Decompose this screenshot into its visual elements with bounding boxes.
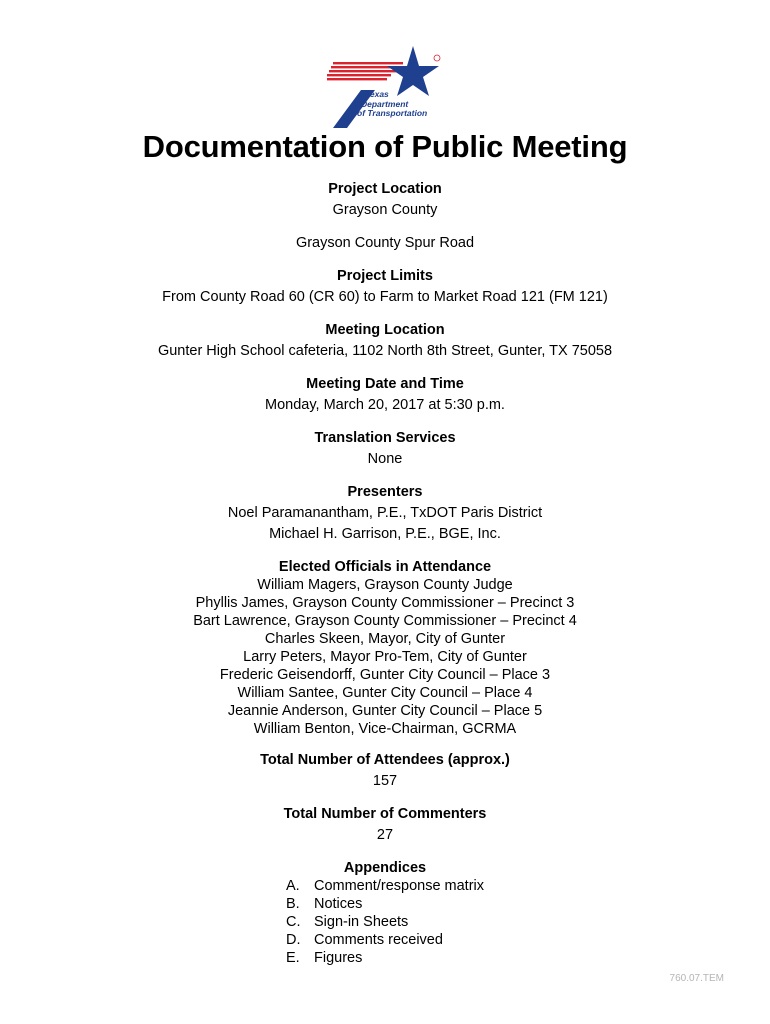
appendix-letter: D. (285, 932, 301, 948)
officials-section (0, 558, 770, 738)
official-item: Jeannie Anderson, Gunter City Council – Place 5 (227, 703, 543, 719)
list-item (286, 949, 484, 967)
appendix-letter: C. (285, 914, 301, 930)
list-item (286, 877, 484, 895)
project-location-county: Grayson County (332, 202, 438, 218)
list-item (286, 913, 484, 931)
attendees-heading: Total Number of Attendees (approx.) (260, 752, 510, 768)
commenters-section (0, 805, 770, 844)
attendees-section (0, 751, 770, 790)
presenters-section (0, 483, 770, 543)
translation-value: None (367, 451, 403, 467)
logo-line-3: of Transportation (357, 108, 428, 118)
list-item (286, 931, 484, 949)
official-item: William Santee, Gunter City Council – Place 4 (237, 685, 533, 701)
official-item: William Benton, Vice-Chairman, GCRMA (253, 721, 517, 737)
project-limits-section (0, 267, 770, 306)
official-item: Frederic Geisendorff, Gunter City Council – Place 3 (219, 667, 551, 683)
logo-line-2: Department (361, 98, 409, 109)
presenter-item: Noel Paramanantham, P.E., TxDOT Paris District (227, 505, 543, 521)
appendix-letter: A. (285, 878, 300, 894)
official-item: Bart Lawrence, Grayson County Commissioner – Precinct 4 (193, 613, 577, 629)
official-item: Charles Skeen, Mayor, City of Gunter (264, 631, 506, 647)
appendix-label: Sign-in Sheets (313, 914, 409, 930)
project-location-road: Grayson County Spur Road (295, 235, 475, 251)
page-title: Documentation of Public Meeting (142, 129, 628, 164)
appendix-letter: E. (285, 950, 300, 966)
meeting-location-value: Gunter High School cafeteria, 1102 North 8th Street, Gunter, TX 75058 (157, 343, 613, 359)
official-item: Larry Peters, Mayor Pro-Tem, City of Gunter (243, 649, 527, 665)
txdot-logo-text (357, 90, 439, 119)
project-limits-value: From County Road 60 (CR 60) to Farm to Market Road 121 (FM 121) (162, 289, 608, 305)
appendix-label: Comment/response matrix (313, 878, 485, 894)
appendix-label: Comments received (313, 932, 443, 948)
appendices-heading: Appendices (343, 860, 427, 876)
project-location-section (0, 180, 770, 252)
commenters-value: 27 (376, 827, 394, 843)
meeting-details (0, 180, 770, 967)
officials-heading: Elected Officials in Attendance (278, 559, 492, 575)
meeting-date-heading: Meeting Date and Time (306, 376, 464, 392)
presenters-heading: Presenters (347, 484, 423, 500)
appendix-label: Notices (313, 896, 363, 912)
commenters-heading: Total Number of Commenters (283, 806, 487, 822)
official-item: Phyllis James, Grayson County Commissioner – Precinct 3 (195, 595, 575, 611)
project-location-heading: Project Location (328, 181, 442, 197)
appendices-list (286, 877, 484, 967)
meeting-date-value: Monday, March 20, 2017 at 5:30 p.m. (265, 397, 505, 413)
meeting-date-section (0, 375, 770, 414)
appendices-section (0, 859, 770, 967)
translation-heading: Translation Services (314, 430, 456, 446)
project-limits-heading: Project Limits (337, 268, 433, 284)
logo-line-1: Texas (365, 89, 389, 99)
appendix-label: Figures (313, 950, 363, 966)
form-code: 760.07.TEM (669, 973, 724, 984)
meeting-location-section (0, 321, 770, 360)
presenter-item: Michael H. Garrison, P.E., BGE, Inc. (269, 526, 501, 542)
attendees-value: 157 (372, 773, 398, 789)
appendix-letter: B. (285, 896, 300, 912)
translation-section (0, 429, 770, 468)
official-item: William Magers, Grayson County Judge (257, 577, 513, 593)
meeting-location-heading: Meeting Location (325, 322, 445, 338)
list-item (286, 895, 484, 913)
